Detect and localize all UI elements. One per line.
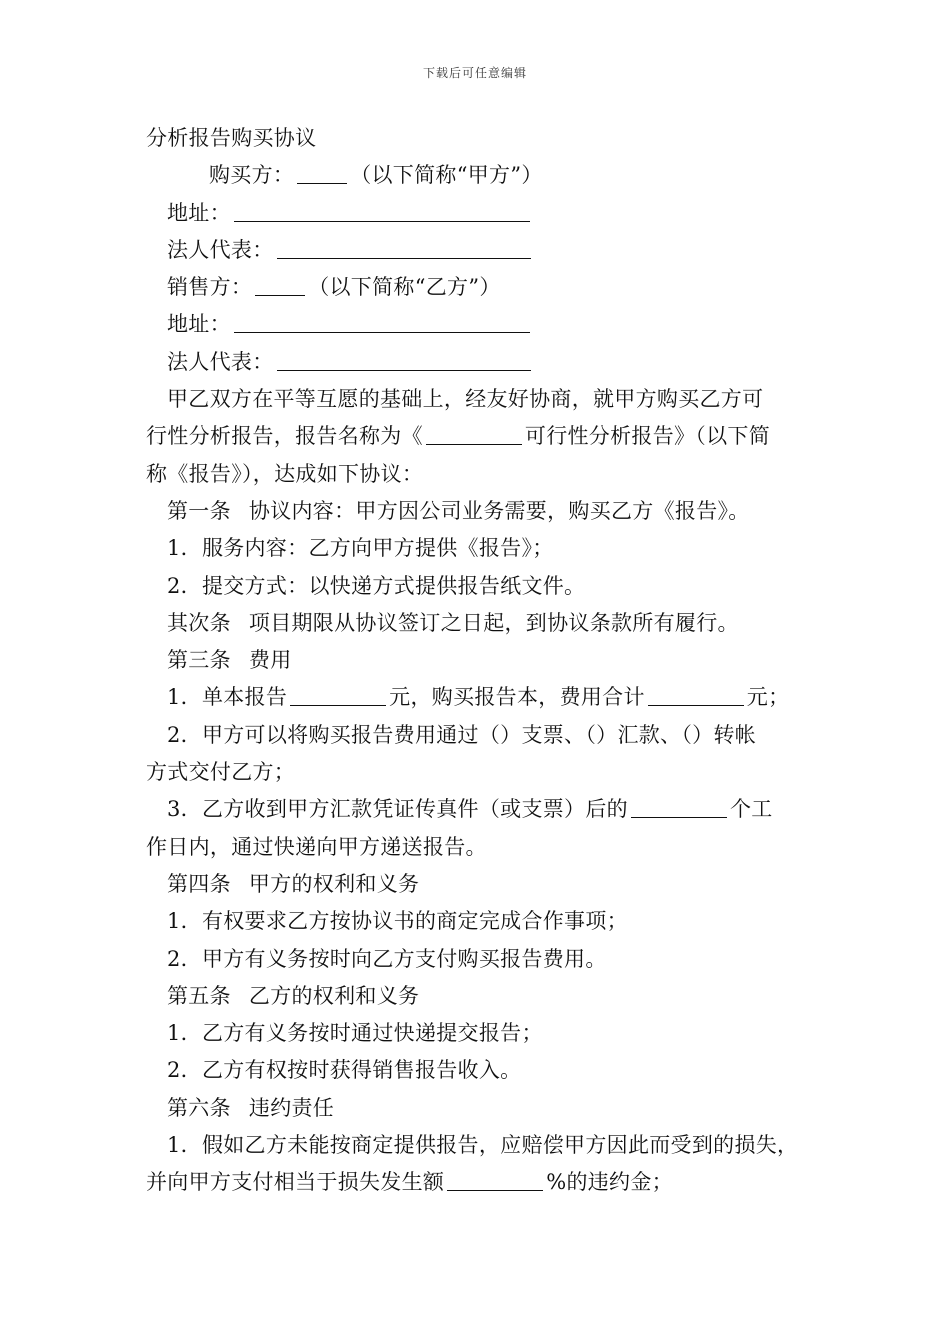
article-4-text: 甲方的权利和义务 (248, 871, 420, 896)
seller-legal-rep-line (146, 344, 826, 381)
seller-name-blank (255, 275, 305, 296)
article-2-heading: 其次条 (167, 610, 231, 635)
buyer-line (146, 157, 826, 194)
article-4-item-2: 2．甲方有义务按时向乙方支付购买报告费用。 (167, 946, 607, 971)
article-1-item-1: 1．服务内容：乙方向甲方提供《报告》； (167, 536, 554, 561)
article-3-item-3-a: 3．乙方收到甲方汇款凭证传真件（或支票）后的 (167, 797, 628, 822)
article-6-text: 违约责任 (248, 1095, 335, 1120)
article-5 (146, 978, 826, 1015)
article-3-item-1-b: 元，购买报告本，费用合计 (389, 685, 645, 710)
article-3-item-3-b: 个工 (729, 797, 773, 822)
article-6-heading: 第六条 (167, 1095, 231, 1120)
article-3-item-1-a: 1．单本报告 (167, 685, 288, 710)
seller-legal-rep-blank (277, 350, 531, 371)
article-4-item-1: 1．有权要求乙方按协议书的商定完成合作事项； (167, 909, 628, 934)
penalty-percent-blank (447, 1170, 543, 1191)
article-2-text: 项目期限从协议签订之日起，到协议条款所有履行。 (248, 610, 739, 635)
intro-line-2-a: 行性分析报告，报告名称为《 (146, 424, 423, 449)
buyer-suffix: （以下简称“甲方”） (350, 163, 543, 188)
article-2 (146, 605, 826, 642)
intro-line-3: 称《报告》），达成如下协议： (146, 461, 424, 486)
unit-price-blank (290, 685, 386, 706)
intro-line-2-b: 可行性分析报告》（以下简 (524, 424, 771, 449)
total-fee-blank (648, 685, 744, 706)
article-3-item-3-line-2: 作日内，通过快递向甲方递送报告。 (146, 834, 487, 859)
article-4-heading: 第四条 (167, 871, 231, 896)
article-6-item-1-line-1: 1．假如乙方未能按商定提供报告，应赔偿甲方因此而受到的损失， (167, 1133, 799, 1158)
workdays-blank (631, 797, 727, 818)
buyer-address-label: 地址： (167, 200, 231, 225)
seller-suffix: （以下简称“乙方”） (308, 275, 501, 300)
article-1 (146, 493, 826, 530)
buyer-legal-rep-label: 法人代表： (167, 237, 274, 262)
article-5-text: 乙方的权利和义务 (248, 983, 420, 1008)
buyer-name-blank (297, 163, 347, 184)
article-3-item-3 (146, 791, 826, 828)
intro-line-2 (146, 418, 826, 455)
seller-address-label: 地址： (167, 312, 231, 337)
seller-label: 销售方： (167, 275, 253, 300)
article-6-item-1-line-2-b: %的违约金； (546, 1170, 673, 1195)
buyer-address-blank (234, 201, 530, 222)
article-1-item-2: 2．提交方式：以快递方式提供报告纸文件。 (167, 573, 586, 598)
article-5-item-2: 2．乙方有权按时获得销售报告收入。 (167, 1058, 522, 1083)
buyer-legal-rep-blank (277, 238, 531, 259)
report-name-blank (426, 424, 522, 445)
article-5-heading: 第五条 (167, 983, 231, 1008)
article-3 (146, 642, 826, 679)
article-1-heading: 第一条 (167, 498, 231, 523)
buyer-label: 购买方： (209, 163, 295, 188)
page-header-note: 下载后可任意编辑 (422, 66, 527, 80)
article-6-item-1-line-2 (146, 1164, 826, 1201)
article-6 (146, 1090, 826, 1127)
article-3-item-2-line-2: 方式交付乙方； (146, 760, 296, 785)
document-title: 分析报告购买协议 (146, 126, 317, 150)
seller-legal-rep-label: 法人代表： (167, 349, 274, 374)
article-3-heading: 第三条 (167, 648, 231, 673)
intro-line-1: 甲乙双方在平等互愿的基础上，经友好协商，就甲方购买乙方可 (167, 387, 764, 412)
seller-address-blank (234, 312, 530, 333)
article-3-item-1-c: 元； (746, 685, 790, 710)
article-3-item-1 (146, 679, 826, 716)
buyer-address-line (146, 195, 826, 232)
article-1-text: 协议内容：甲方因公司业务需要，购买乙方《报告》。 (248, 498, 750, 523)
buyer-legal-rep-line (146, 232, 826, 269)
article-4 (146, 866, 826, 903)
agreement-document (146, 120, 826, 1202)
article-3-item-2-line-1: 2．甲方可以将购买报告费用通过（）支票、（）汇款、（）转帐 (167, 722, 757, 747)
seller-address-line (146, 306, 826, 343)
article-5-item-1: 1．乙方有义务按时通过快递提交报告； (167, 1021, 543, 1046)
article-6-item-1-line-2-a: 并向甲方支付相当于损失发生额 (146, 1170, 445, 1195)
seller-line (146, 269, 826, 306)
article-3-text: 费用 (248, 648, 292, 673)
